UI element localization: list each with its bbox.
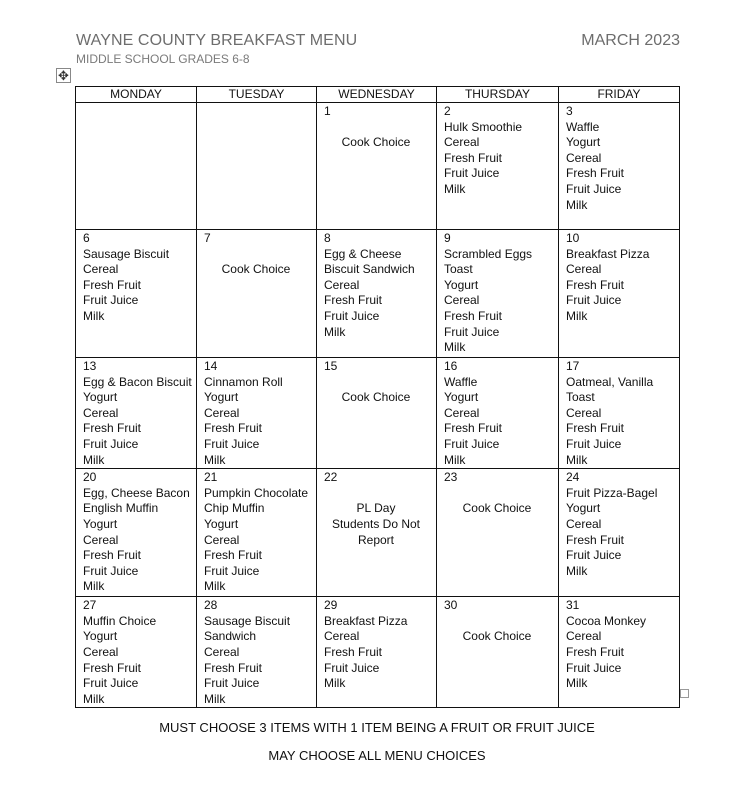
menu-item: Milk: [83, 579, 105, 594]
menu-item: Yogurt: [83, 390, 118, 405]
day-cell: [197, 230, 317, 358]
menu-item: Cereal: [83, 262, 119, 277]
menu-item: Fruit Juice: [204, 436, 260, 451]
menu-item: Fruit Juice: [566, 293, 622, 308]
menu-item: Milk: [83, 308, 105, 323]
day-number: 7: [204, 231, 211, 245]
menu-item: Milk: [204, 452, 226, 467]
day-number: 30: [444, 598, 458, 613]
menu-item: Waffle: [566, 119, 600, 134]
menu-item: Milk: [444, 340, 466, 355]
menu-item: Cereal: [566, 629, 602, 644]
day-number: 13: [83, 359, 97, 373]
day-number: 27: [83, 598, 97, 613]
menu-item: Fresh Fruit: [83, 277, 142, 292]
day-cell: [197, 597, 317, 708]
day-cell: [76, 103, 197, 230]
menu-item: Hulk Smoothie: [444, 119, 523, 134]
menu-item: Fresh Fruit: [444, 421, 503, 436]
menu-item: Fruit Juice: [444, 436, 500, 451]
day-cell: [317, 469, 437, 597]
day-cell: [317, 358, 437, 469]
menu-item: Cereal: [324, 629, 360, 644]
menu-item: Fruit Juice: [204, 563, 260, 578]
menu-item: Milk: [566, 308, 588, 323]
cell-spacer: [444, 486, 554, 502]
day-cell: [197, 469, 317, 597]
header-monday: MONDAY: [76, 87, 197, 103]
menu-item: Fruit Juice: [444, 166, 500, 181]
menu-item: Cereal: [566, 516, 602, 531]
menu-item: Yogurt: [566, 501, 601, 516]
day-cell: [437, 469, 559, 597]
menu-item: Yogurt: [566, 135, 601, 150]
menu-item: Fresh Fruit: [566, 277, 625, 292]
day-number: 16: [444, 359, 458, 373]
day-cell: [197, 103, 317, 230]
menu-item: Milk: [566, 197, 588, 212]
menu-item: Milk: [566, 676, 588, 691]
day-cell: [317, 230, 437, 358]
day-number: 1: [324, 104, 331, 118]
day-number: 8: [324, 231, 331, 245]
menu-item: Cereal: [204, 644, 240, 659]
menu-item: Fruit Juice: [566, 548, 622, 563]
table-move-handle-icon[interactable]: ✥: [56, 68, 71, 83]
menu-item: Cereal: [566, 405, 602, 420]
menu-item: Milk: [324, 676, 346, 691]
menu-item: Toast: [566, 390, 595, 405]
centered-note: Students Do Not: [331, 516, 421, 531]
centered-note: PL Day: [356, 501, 396, 516]
cell-spacer: [324, 375, 432, 391]
menu-item: Fruit Juice: [324, 308, 380, 323]
menu-item: Fruit Juice: [444, 324, 500, 339]
menu-item: Fruit Juice: [83, 563, 139, 578]
header-thursday: THURSDAY: [437, 87, 559, 103]
menu-item: Fresh Fruit: [324, 293, 383, 308]
menu-item: Fresh Fruit: [83, 660, 142, 675]
week-row: [76, 358, 680, 469]
menu-item: Milk: [204, 579, 226, 594]
centered-note: Cook Choice: [221, 262, 291, 277]
header-friday: FRIDAY: [559, 87, 680, 103]
menu-item: Fresh Fruit: [566, 166, 625, 181]
menu-choice-note: MAY CHOOSE ALL MENU CHOICES: [268, 748, 486, 763]
day-cell: [559, 230, 680, 358]
menu-item: Toast: [444, 262, 473, 277]
day-cell: [76, 597, 197, 708]
menu-item: Sausage Biscuit: [83, 246, 170, 261]
menu-item: Sausage Biscuit: [204, 613, 291, 628]
menu-item: Fresh Fruit: [444, 308, 503, 323]
week-row: [76, 230, 680, 358]
menu-subtitle: MIDDLE SCHOOL GRADES 6-8: [76, 52, 250, 66]
header-tuesday: TUESDAY: [197, 87, 317, 103]
menu-item: Breakfast Pizza: [324, 613, 408, 628]
cell-spacer: [444, 614, 554, 630]
day-number: 6: [83, 231, 90, 245]
day-number: 28: [204, 598, 218, 613]
menu-item: Milk: [566, 452, 588, 467]
menu-item: Fruit Pizza-Bagel: [566, 485, 658, 500]
centered-note: Cook Choice: [462, 501, 532, 516]
menu-item: Cereal: [444, 293, 480, 308]
day-cell: [437, 230, 559, 358]
menu-item: Fresh Fruit: [204, 548, 263, 563]
menu-item: Egg & Bacon Biscuit: [83, 374, 192, 389]
menu-item: Fresh Fruit: [566, 532, 625, 547]
menu-item: Cereal: [204, 405, 240, 420]
day-cell: [76, 230, 197, 358]
menu-item: Yogurt: [83, 629, 118, 644]
cell-spacer: [324, 486, 432, 502]
menu-item: Cereal: [324, 277, 360, 292]
day-cell: [76, 358, 197, 469]
menu-title: WAYNE COUNTY BREAKFAST MENU: [76, 32, 358, 49]
menu-item: Muffin Choice: [83, 613, 157, 628]
day-cell: [559, 469, 680, 597]
menu-item: Fruit Juice: [566, 660, 622, 675]
menu-item: Fresh Fruit: [83, 421, 142, 436]
breakfast-menu-table: [75, 86, 680, 708]
day-number: 10: [566, 231, 580, 245]
menu-item: Fresh Fruit: [204, 660, 263, 675]
menu-item: Oatmeal, Vanilla: [566, 374, 654, 389]
menu-item: Scrambled Eggs: [444, 246, 533, 261]
day-number: 2: [444, 104, 451, 118]
menu-item: Milk: [204, 691, 226, 706]
week-row: [76, 103, 680, 230]
day-number: 22: [324, 470, 338, 485]
menu-item: Fresh Fruit: [444, 150, 503, 165]
centered-note: Cook Choice: [341, 390, 411, 405]
menu-month: MARCH 2023: [581, 32, 680, 49]
menu-item: Egg, Cheese Bacon: [83, 485, 190, 500]
menu-item: Milk: [444, 452, 466, 467]
selection-rule-note: MUST CHOOSE 3 ITEMS WITH 1 ITEM BEING A FRUIT OR FRUIT JUICE: [159, 720, 595, 735]
day-cell: [317, 103, 437, 230]
cell-spacer: [204, 247, 312, 263]
menu-item: Fruit Juice: [83, 676, 139, 691]
menu-item: Milk: [444, 181, 466, 196]
day-cell: [437, 103, 559, 230]
week-row: [76, 597, 680, 708]
menu-item: Fresh Fruit: [324, 644, 383, 659]
menu-item: Cereal: [204, 532, 240, 547]
menu-item: Cereal: [444, 405, 480, 420]
day-number: 24: [566, 470, 580, 485]
menu-item: Biscuit Sandwich: [324, 262, 415, 277]
header-wednesday: WEDNESDAY: [317, 87, 437, 103]
day-number: 21: [204, 470, 218, 485]
day-number: 9: [444, 231, 451, 245]
menu-item: Fruit Juice: [83, 293, 139, 308]
menu-item: Yogurt: [444, 277, 479, 292]
menu-item: Sandwich: [204, 629, 257, 644]
centered-note: Cook Choice: [462, 629, 532, 644]
day-number: 15: [324, 359, 338, 373]
menu-item: Cereal: [83, 644, 119, 659]
menu-item: Yogurt: [444, 390, 479, 405]
day-number: 29: [324, 598, 338, 613]
menu-item: Cereal: [566, 150, 602, 165]
menu-item: Breakfast Pizza: [566, 246, 650, 261]
menu-item: Yogurt: [83, 516, 118, 531]
menu-item: Fruit Juice: [204, 676, 260, 691]
day-cell: [559, 358, 680, 469]
day-number: 31: [566, 598, 580, 613]
menu-item: Fruit Juice: [83, 436, 139, 451]
day-cell: [437, 597, 559, 708]
menu-item: Fresh Fruit: [566, 644, 625, 659]
cell-spacer: [324, 120, 432, 136]
day-number: 14: [204, 359, 218, 373]
day-cell: [197, 358, 317, 469]
menu-item: Milk: [83, 452, 105, 467]
menu-item: Fresh Fruit: [566, 421, 625, 436]
menu-item: Chip Muffin: [204, 501, 265, 516]
menu-item: Yogurt: [204, 516, 239, 531]
day-number: 3: [566, 104, 573, 118]
menu-item: Cinnamon Roll: [204, 374, 283, 389]
day-cell: [317, 597, 437, 708]
menu-item: Pumpkin Chocolate: [204, 485, 309, 500]
menu-item: English Muffin: [83, 501, 159, 516]
menu-item: Fresh Fruit: [83, 548, 142, 563]
day-cell: [559, 597, 680, 708]
week-row: [76, 469, 680, 597]
day-number: 17: [566, 359, 580, 373]
menu-item: Milk: [83, 691, 105, 706]
menu-item: Egg & Cheese: [324, 246, 402, 261]
menu-item: Cereal: [83, 405, 119, 420]
menu-item: Cereal: [444, 135, 480, 150]
menu-item: Milk: [324, 324, 346, 339]
menu-item: Fruit Juice: [566, 436, 622, 451]
menu-item: Cereal: [566, 262, 602, 277]
centered-note: Report: [357, 532, 395, 547]
day-number: [204, 104, 312, 120]
centered-note: Cook Choice: [341, 135, 411, 150]
day-cell: [437, 358, 559, 469]
day-number: 23: [444, 470, 458, 485]
day-number: [83, 104, 192, 120]
table-resize-handle[interactable]: [680, 689, 689, 698]
weekday-header-row: [76, 87, 680, 103]
menu-item: Fruit Juice: [566, 181, 622, 196]
menu-item: Cereal: [83, 532, 119, 547]
menu-item: Milk: [566, 563, 588, 578]
day-number: 20: [83, 470, 97, 485]
menu-item: Cocoa Monkey: [566, 613, 647, 628]
day-cell: [76, 469, 197, 597]
menu-item: Fresh Fruit: [204, 421, 263, 436]
menu-item: Fruit Juice: [324, 660, 380, 675]
menu-item: Yogurt: [204, 390, 239, 405]
menu-item: Waffle: [444, 374, 478, 389]
day-cell: [559, 103, 680, 230]
